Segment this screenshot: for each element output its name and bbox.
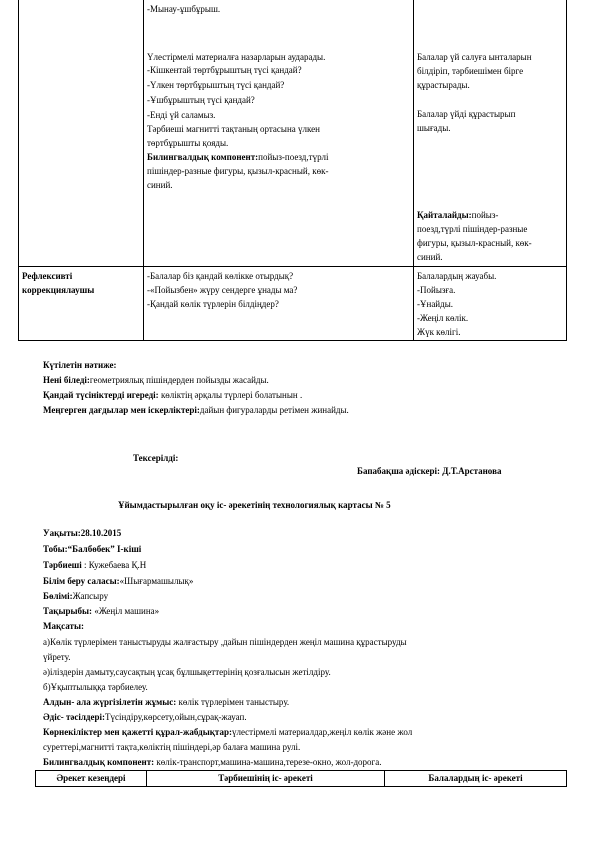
card-date-value: 28.10.2015 (80, 528, 122, 538)
mid-bilingual-label: Билингвалдық компонент: (147, 152, 259, 162)
mid-line: -Кішкентай төртбұрыштың түсі қандай? (147, 65, 302, 75)
card-bilingual (43, 757, 381, 769)
results-skills-label: Меңгерген дағдылар мен іскерліктері: (43, 405, 200, 415)
table-border-col2 (413, 0, 414, 340)
results-idea-text: көліктің әрқалы түрлері болатынын . (158, 390, 303, 400)
card-goal-b: ә)іліздерін дамыту,саусақтың ұсақ бұлшықеттерінің қозғалысын жетілдіру. (43, 667, 331, 677)
table-border-right (566, 0, 567, 340)
card-area-value: «Шығармашылық» (119, 576, 194, 586)
right-line: білдіріп, тәрбиешімен бірге (417, 66, 524, 76)
right-repeat-line: фигуры, қызыл-красный, көк- (417, 238, 532, 248)
card-teacher-label: Тәрбиеші (43, 560, 82, 570)
bottom-table-header: Балалардың іс- әрекеті (428, 773, 523, 783)
card-visual-cont: суреттері,магнитті тақта,көліктің пішіндері,әр балаға машина рулі. (43, 742, 301, 752)
row2-label: Рефлексивті (22, 271, 73, 281)
card-goal-a: а)Көлік түрлерімен таныстыруды жалғастыру ,дайын пішіндерден жеңіл машина құрастыруды (43, 637, 407, 647)
results-skills (43, 405, 349, 417)
mid-bilingual-text: пойыз-поезд,түрлі (258, 152, 329, 162)
results-know-text: геометриялық пішіндерден пойызды жасайды. (89, 375, 269, 385)
table-border-bottom (18, 340, 567, 341)
bottom-table-header: Тәрбиешінің іс- әрекеті (218, 773, 313, 783)
mid-line: -Ұшбұрыштың түсі қандай? (147, 95, 255, 105)
card-title: Ұйымдастырылған оқу іс- әрекетінің технологиялық картасы № 5 (118, 500, 391, 510)
results-know-label: Нені біледі: (43, 375, 90, 385)
row2-mid-line: -Қандай көлік түрлерін білдіңдер? (147, 299, 279, 309)
row2-right-line: -Пойызға. (417, 285, 456, 295)
row2-mid-line: -Балалар біз қандай көлікке отырдық? (147, 271, 294, 281)
mid-line: Тәрбиеші магнитті тақтаның ортасына үлкен (147, 124, 320, 134)
card-date-label: Уақыты: (43, 528, 81, 538)
card-topic-value: «Жеңіл машина» (92, 606, 160, 616)
card-section (43, 591, 108, 603)
card-goal-a-cont: үйрету. (43, 652, 71, 662)
card-bilingual-label: Билингвалдық компонент: (43, 757, 155, 767)
right-repeat-text: пойыз- (471, 210, 499, 220)
right-repeat-label: Қайталайды: (417, 210, 472, 220)
card-visual-label: Көрнекіліктер мен қажетті құрал-жабдықтар: (43, 727, 232, 737)
mid-bilingual-line: синий. (147, 180, 173, 190)
row2-right-line: -Ұнайды. (417, 299, 453, 309)
mid-bilingual-line (147, 152, 328, 164)
bottom-table-header: Әрекет кезеңдері (56, 773, 126, 783)
card-goal-label: Мақсаты: (43, 621, 84, 631)
row2-right-line: Жүк көлігі. (417, 327, 461, 337)
right-line: құрастырады. (417, 80, 470, 90)
right-repeat-line: поезд,түрлі пішіндер-разные (417, 224, 528, 234)
table-border-left (18, 0, 19, 340)
mid-top-line: -Мынау-ұшбұрыш. (147, 4, 221, 14)
card-pre-label: Алдын- ала жүргізілетін жұмыс: (43, 697, 177, 707)
card-date (43, 528, 121, 540)
table-row-divider (18, 266, 567, 267)
card-method-value: Түсіндіру,көрсету,ойын,сұрақ-жауап. (104, 712, 247, 722)
card-pre-value: көлік түрлерімен таныстыру. (176, 697, 290, 707)
card-section-label: Бөлімі: (43, 591, 73, 601)
results-heading: Күтілетін нәтиже: (43, 360, 117, 370)
row2-label: коррекциялаушы (22, 285, 95, 295)
card-group (43, 544, 141, 556)
card-pre-work (43, 697, 289, 709)
right-repeat-line: синий. (417, 252, 443, 262)
card-methods (43, 712, 247, 724)
row2-right-line: Балалардың жауабы. (417, 271, 497, 281)
bottom-table-right (566, 770, 567, 787)
card-visual-value: үлестірмелі материалдар,жеңіл көлік және жол (231, 727, 413, 737)
table-border-col1 (143, 0, 144, 340)
bottom-table-bottom (35, 786, 567, 787)
card-method-label: Әдіс- тәсілдері: (43, 712, 105, 722)
row2-mid-line: -«Пойызбен» жүру сендерге ұнады ма? (147, 285, 298, 295)
methodist-signature: Бапабақша әдіскері: Д.Т.Арстанова (357, 466, 502, 476)
mid-line: -Енді үй саламыз. (147, 110, 216, 120)
card-topic-label: Тақырыбы: (43, 606, 93, 616)
card-goal-c: б)Ұқыптылыққа тәрбиелеу. (43, 682, 148, 692)
bottom-table-top (35, 770, 567, 771)
right-line: шығады. (417, 123, 451, 133)
card-topic (43, 606, 159, 618)
card-group-label: Тобы: (43, 544, 68, 554)
card-area-label: Білім беру саласы: (43, 576, 120, 586)
card-group-value: “Балбөбек” І-кіші (67, 544, 142, 554)
results-idea (43, 390, 302, 402)
results-skills-text: дайын фигураларды ретімен жинайды. (199, 405, 349, 415)
mid-line: төртбұрышты қояды. (147, 138, 229, 148)
mid-line: Үлестірмелі материалға назарларын аударады. (147, 52, 326, 62)
card-area (43, 576, 193, 588)
results-know (43, 375, 269, 387)
mid-bilingual-line: пішіндер-разные фигуры, қызыл-красный, көк- (147, 166, 329, 176)
right-line: Балалар үйді құрастырып (417, 109, 516, 119)
right-repeat-line (417, 210, 498, 222)
card-section-value: Жапсыру (72, 591, 109, 601)
card-visual (43, 727, 412, 739)
mid-line: -Үлкен төртбұрыштың түсі қандай? (147, 80, 285, 90)
row2-right-line: -Жеңіл көлік. (417, 313, 469, 323)
results-idea-label: Қандай түсініктерді игереді: (43, 390, 159, 400)
card-teacher (43, 560, 146, 572)
card-teacher-value: : Кужебаева Қ.Н (81, 560, 147, 570)
checked-label: Тексерілді: (133, 453, 179, 463)
right-line: Балалар үй салуға ынталарын (417, 52, 532, 62)
card-bilingual-value: көлік-транспорт,машина-машина,терезе-окно, жол-дорога. (154, 757, 382, 767)
